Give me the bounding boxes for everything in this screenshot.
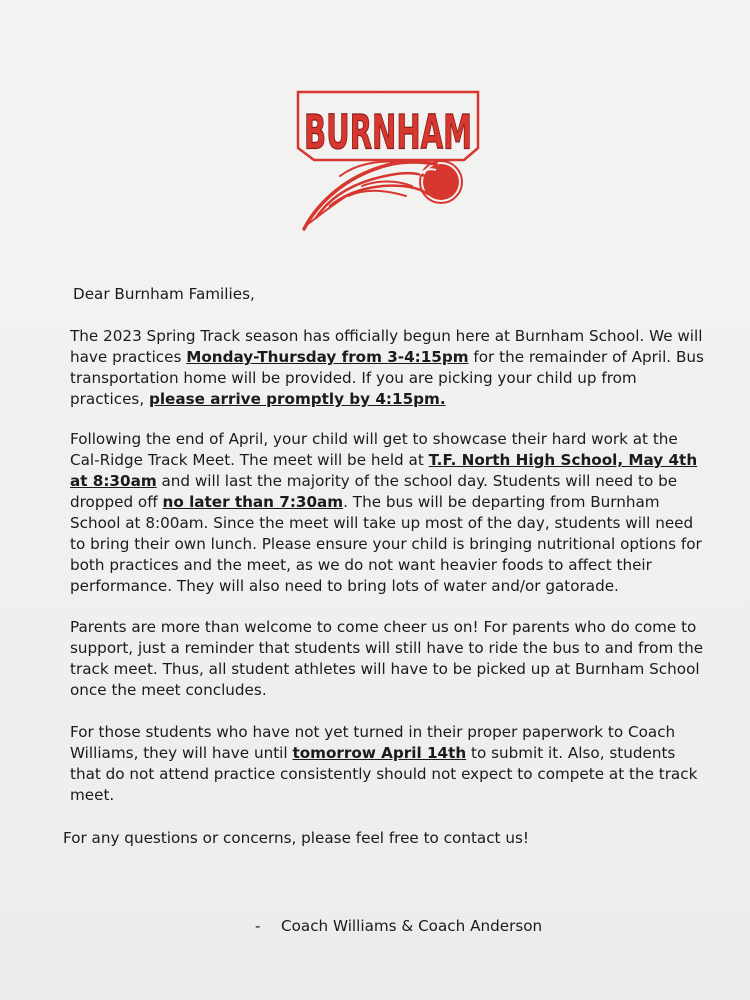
meet-location-highlight: T.F. North High School, May 4th at 8:30am [70,451,698,490]
greeting: Dear Burnham Families, [73,285,255,303]
p1-text-a: The 2023 Spring Track season has officially begun here at Burnham School. We will have practices [70,327,703,366]
p1-text-c: for the remainder of April. Bus transportation home will be provided. If you are picking your child up from practices, [70,348,704,408]
paragraph-track-meet [70,429,710,597]
signature-dash: - [255,917,261,935]
p4-text-c: to submit it. Also, students that do not attend practice consistently should not expect to compete at the track meet. [70,744,698,804]
signature [255,916,655,937]
p4-text-a: For those students who have not yet turned in their proper paperwork to Coach Williams, they will have until [70,723,676,762]
burnham-logo [296,90,482,232]
p2-text-c: and will last the majority of the school day. Students will need to be dropped off [70,472,678,511]
paragraph-parents: Parents are more than welcome to come cheer us on! For parents who do come to support, just a reminder that students will still have to ride the bus to and from the track meet. Thus, all student athletes will have to be picked up at Burnham School once the meet concludes. [70,618,704,699]
pickup-time-highlight: please arrive promptly by 4:15pm. [148,390,446,408]
p2-text-e: . The bus will be departing from Burnham School at 8:00am. Since the meet will take up most of the day, students will need to bring their own lunch. Please ensure your child is bringing nutritional options for both practices and the meet, as we do not want heavier foods to affect their performance. They will also need to bring lots of water and/or gatorade. [70,493,702,595]
p2-text-a: Following the end of April, your child will get to showcase their hard work at the Cal-Ridge Track Meet. The meet will be held at [70,430,678,469]
practice-schedule-highlight: Monday-Thursday from 3-4:15pm [186,348,469,366]
dropoff-time-highlight: no later than 7:30am [162,493,344,511]
closing-line: For any questions or concerns, please feel free to contact us! [63,829,529,847]
signature-names: Coach Williams & Coach Anderson [281,917,543,935]
logo-wordmark-text: BURNHAM [304,105,472,161]
flaming-ball-icon [304,161,462,229]
logo-wordmark [298,92,478,161]
paragraph-paperwork [70,722,710,806]
paperwork-deadline-highlight: tomorrow April 14th [292,744,467,762]
paragraph-practices [70,326,710,410]
